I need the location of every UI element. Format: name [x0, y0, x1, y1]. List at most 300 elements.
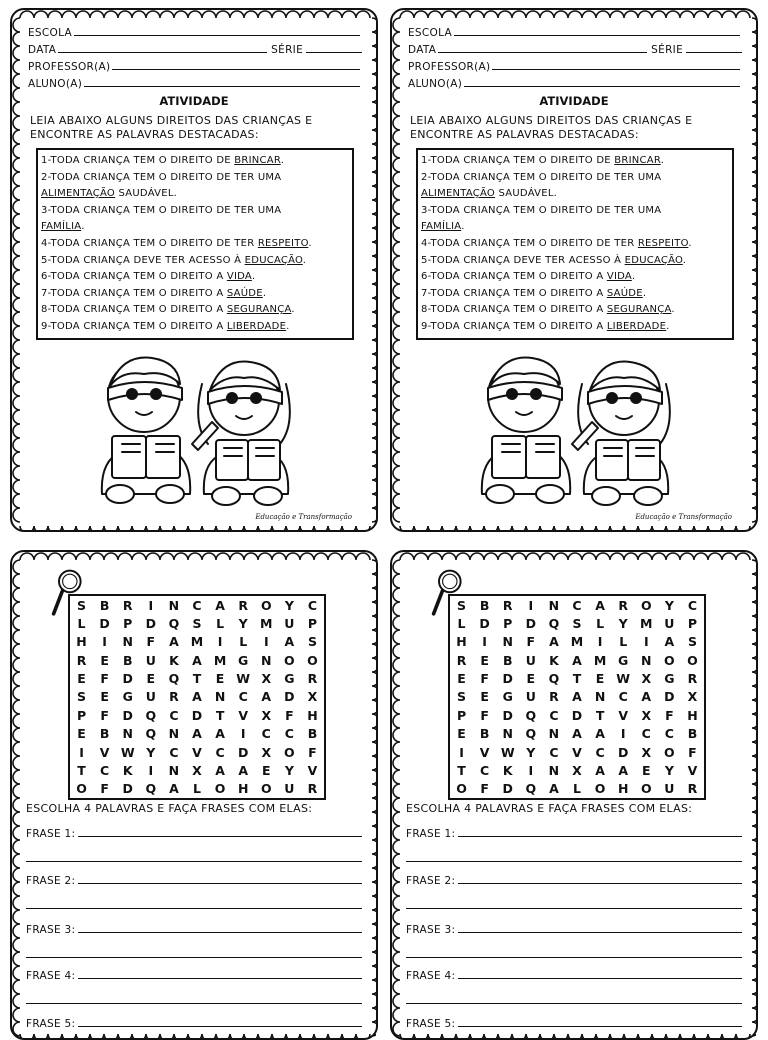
grid-letter[interactable]: L: [596, 616, 605, 632]
grid-letter[interactable]: N: [502, 726, 513, 742]
grid-letter[interactable]: E: [100, 652, 109, 668]
grid-letter[interactable]: N: [641, 652, 652, 668]
grid-letter[interactable]: O: [664, 652, 675, 668]
grid-letter[interactable]: D: [502, 781, 513, 797]
grid-letter[interactable]: I: [643, 634, 649, 650]
field-data: [28, 41, 362, 56]
grid-letter[interactable]: H: [76, 634, 87, 650]
grid-letter[interactable]: T: [192, 671, 202, 687]
field-blank-professor[interactable]: [112, 69, 360, 70]
grid-letter[interactable]: V: [238, 707, 249, 723]
grid-letter[interactable]: R: [687, 781, 698, 797]
grid-letter[interactable]: G: [284, 671, 295, 687]
grid-letter[interactable]: K: [169, 652, 179, 668]
grid-letter[interactable]: U: [284, 781, 295, 797]
grid-letter[interactable]: R: [169, 689, 179, 705]
grid-letter[interactable]: C: [618, 689, 628, 705]
grid-letter[interactable]: M: [640, 616, 653, 632]
grid-letter[interactable]: X: [261, 671, 272, 687]
sentence-continuation-line[interactable]: [406, 861, 742, 862]
grid-letter[interactable]: U: [525, 689, 536, 705]
grid-letter[interactable]: P: [687, 616, 698, 632]
sentence-continuation-line[interactable]: [26, 861, 362, 862]
grid-letter[interactable]: C: [549, 707, 559, 723]
grid-letter[interactable]: O: [640, 597, 652, 613]
grid-letter[interactable]: D: [617, 744, 629, 760]
grid-letter[interactable]: O: [284, 744, 295, 760]
grid-letter[interactable]: X: [261, 744, 272, 760]
grid-letter[interactable]: E: [261, 762, 271, 778]
grid-letter[interactable]: X: [307, 689, 318, 705]
grid-letter[interactable]: C: [664, 726, 674, 742]
grid-letter[interactable]: K: [502, 762, 513, 778]
grid-letter[interactable]: X: [572, 762, 582, 778]
grid-letter[interactable]: D: [502, 707, 513, 723]
grid-letter[interactable]: H: [456, 634, 467, 650]
grid-letter[interactable]: G: [664, 671, 675, 687]
grid-letter[interactable]: G: [238, 652, 249, 668]
grid-letter[interactable]: B: [307, 726, 318, 742]
grid-letter[interactable]: D: [191, 707, 203, 723]
grid-letter[interactable]: R: [618, 597, 628, 613]
grid-letter[interactable]: I: [597, 634, 603, 650]
grid-letter[interactable]: A: [238, 762, 249, 778]
grid-letter[interactable]: N: [548, 597, 560, 613]
grid-letter[interactable]: A: [549, 781, 559, 797]
grid-letter[interactable]: U: [525, 652, 536, 668]
grid-letter[interactable]: N: [168, 762, 180, 778]
grid-letter[interactable]: N: [548, 762, 560, 778]
grid-letter[interactable]: X: [641, 744, 652, 760]
grid-letter[interactable]: W: [236, 671, 251, 687]
grid-letter[interactable]: T: [77, 762, 86, 778]
grid-letter[interactable]: A: [192, 689, 202, 705]
grid-letter[interactable]: X: [641, 671, 652, 687]
grid-letter[interactable]: R: [307, 781, 318, 797]
grid-letter[interactable]: B: [479, 726, 490, 742]
grid-letter[interactable]: D: [237, 744, 249, 760]
grid-letter[interactable]: V: [572, 744, 582, 760]
grid-letter[interactable]: M: [593, 652, 607, 668]
field-blank-serie[interactable]: [306, 52, 362, 53]
grid-letter[interactable]: Q: [168, 671, 180, 687]
grid-letter[interactable]: U: [664, 781, 675, 797]
grid-letter[interactable]: H: [617, 781, 629, 797]
grid-letter[interactable]: O: [76, 781, 87, 797]
grid-letter[interactable]: L: [457, 616, 466, 632]
grid-letter[interactable]: R: [76, 652, 87, 668]
grid-letter[interactable]: Q: [145, 726, 157, 742]
grid-letter[interactable]: V: [307, 762, 318, 778]
grid-letter[interactable]: O: [640, 781, 652, 797]
grid-letter[interactable]: X: [261, 707, 272, 723]
right-item: [41, 269, 348, 286]
grid-letter[interactable]: L: [239, 634, 248, 650]
right-item: [41, 153, 348, 170]
right-item: [41, 170, 348, 187]
grid-letter[interactable]: M: [260, 616, 273, 632]
grid-letter[interactable]: F: [480, 781, 489, 797]
grid-letter[interactable]: R: [549, 689, 559, 705]
right-text-end: .: [688, 237, 692, 249]
grid-letter[interactable]: F: [100, 781, 109, 797]
grid-letter[interactable]: N: [502, 634, 513, 650]
grid-letter[interactable]: A: [572, 726, 582, 742]
sentence-label: FRASE 5:: [406, 1018, 456, 1030]
grid-letter[interactable]: Q: [525, 707, 537, 723]
grid-letter[interactable]: F: [285, 707, 294, 723]
grid-letter[interactable]: C: [480, 762, 490, 778]
grid-letter[interactable]: C: [261, 726, 271, 742]
grid-letter[interactable]: E: [146, 671, 156, 687]
grid-letter[interactable]: R: [238, 597, 248, 613]
grid-letter[interactable]: U: [145, 652, 156, 668]
field-blank-escola[interactable]: [74, 35, 360, 36]
grid-letter[interactable]: A: [284, 634, 295, 650]
grid-letter[interactable]: C: [641, 726, 651, 742]
grid-letter[interactable]: A: [261, 689, 272, 705]
grid-letter[interactable]: O: [687, 652, 698, 668]
field-blank-escola[interactable]: [454, 35, 740, 36]
grid-letter[interactable]: I: [102, 634, 107, 650]
grid-letter[interactable]: V: [192, 744, 202, 760]
grid-letter[interactable]: A: [192, 726, 202, 742]
sentence-blank[interactable]: [78, 932, 362, 933]
right-text-end: .: [461, 221, 465, 233]
grid-letter[interactable]: N: [168, 597, 180, 613]
grid-letter[interactable]: R: [687, 671, 698, 687]
grid-letter[interactable]: E: [595, 671, 605, 687]
worksheet-card-right: [390, 8, 758, 532]
grid-letter[interactable]: T: [595, 707, 605, 723]
grid-letter[interactable]: E: [480, 689, 489, 705]
grid-letter[interactable]: V: [479, 744, 490, 760]
grid-letter[interactable]: F: [480, 707, 489, 723]
grid-letter[interactable]: Y: [618, 616, 628, 632]
grid-letter[interactable]: P: [307, 616, 318, 632]
field-blank-aluno[interactable]: [464, 86, 740, 87]
grid-letter[interactable]: C: [284, 726, 294, 742]
grid-letter[interactable]: M: [570, 634, 584, 650]
grid-letter[interactable]: Q: [168, 616, 180, 632]
right-text-end: SAUDÁVEL.: [495, 188, 558, 200]
grid-letter[interactable]: K: [122, 762, 133, 778]
grid-letter[interactable]: S: [572, 616, 582, 632]
grid-letter[interactable]: C: [549, 744, 559, 760]
grid-letter[interactable]: L: [216, 616, 225, 632]
grid-letter[interactable]: E: [457, 726, 466, 742]
grid-letter[interactable]: N: [261, 652, 272, 668]
grid-letter[interactable]: F: [100, 671, 109, 687]
grid-letter[interactable]: D: [502, 671, 513, 687]
grid-letter[interactable]: Y: [664, 762, 674, 778]
sentence-blank[interactable]: [458, 1026, 742, 1027]
right-item: [41, 186, 348, 203]
grid-letter[interactable]: D: [122, 671, 133, 687]
grid-letter[interactable]: M: [213, 652, 227, 668]
grid-letter[interactable]: O: [307, 652, 318, 668]
grid-letter[interactable]: F: [146, 634, 156, 650]
sentence-blank[interactable]: [458, 978, 742, 979]
grid-letter[interactable]: L: [619, 634, 628, 650]
grid-letter[interactable]: A: [595, 762, 605, 778]
grid-letter[interactable]: Y: [284, 762, 294, 778]
grid-letter[interactable]: K: [549, 652, 559, 668]
grid-letter[interactable]: D: [99, 616, 110, 632]
sentence-blank[interactable]: [458, 932, 742, 933]
grid-letter[interactable]: H: [237, 781, 249, 797]
grid-letter[interactable]: C: [100, 762, 110, 778]
grid-letter[interactable]: C: [307, 597, 318, 613]
sentence-continuation-line[interactable]: [26, 1003, 362, 1004]
grid-letter[interactable]: A: [641, 689, 652, 705]
grid-letter[interactable]: A: [215, 762, 225, 778]
grid-letter[interactable]: S: [687, 634, 697, 650]
grid-letter[interactable]: B: [122, 652, 133, 668]
sentence-continuation-line[interactable]: [26, 908, 362, 909]
sentence-continuation-line[interactable]: [26, 957, 362, 958]
grid-letter[interactable]: Y: [284, 597, 294, 613]
grid-letter[interactable]: D: [479, 616, 490, 632]
grid-letter[interactable]: M: [190, 634, 204, 650]
sentence-blank[interactable]: [458, 836, 742, 837]
field-professor: [28, 58, 362, 73]
grid-letter[interactable]: E: [457, 671, 466, 687]
grid-letter[interactable]: A: [572, 652, 582, 668]
grid-letter[interactable]: X: [687, 689, 698, 705]
grid-letter[interactable]: D: [664, 689, 675, 705]
instruction-line-2: ENCONTRE AS PALAVRAS DESTACADAS:: [410, 128, 639, 141]
right-text: 3-TODA CRIANÇA TEM O DIREITO DE TER UMA: [421, 204, 662, 216]
sentence-blank[interactable]: [78, 836, 362, 837]
sentence-blank[interactable]: [78, 883, 362, 884]
field-blank-professor[interactable]: [492, 69, 740, 70]
grid-letter[interactable]: F: [480, 671, 489, 687]
grid-letter[interactable]: Y: [664, 597, 674, 613]
sentence-continuation-line[interactable]: [406, 1003, 742, 1004]
grid-letter[interactable]: Q: [525, 781, 537, 797]
field-label-aluno: ALUNO(A): [28, 78, 83, 90]
grid-letter[interactable]: O: [284, 652, 295, 668]
grid-letter[interactable]: V: [687, 762, 698, 778]
grid-letter[interactable]: C: [572, 597, 582, 613]
sentence-label: FRASE 2:: [406, 875, 456, 887]
superhero-kids-illustration: [82, 344, 302, 518]
grid-letter[interactable]: U: [284, 616, 295, 632]
grid-letter[interactable]: P: [123, 616, 133, 632]
grid-letter[interactable]: A: [169, 781, 179, 797]
grid-letter[interactable]: S: [307, 634, 317, 650]
grid-letter[interactable]: F: [665, 707, 674, 723]
sentence-continuation-line[interactable]: [406, 957, 742, 958]
grid-letter[interactable]: I: [459, 744, 464, 760]
grid-letter[interactable]: E: [526, 671, 536, 687]
grid-letter[interactable]: O: [664, 744, 675, 760]
grid-letter[interactable]: A: [215, 726, 225, 742]
grid-letter[interactable]: S: [77, 689, 87, 705]
grid-letter[interactable]: X: [641, 707, 652, 723]
grid-letter[interactable]: C: [687, 597, 698, 613]
grid-letter[interactable]: B: [687, 726, 698, 742]
right-text-end: .: [286, 320, 290, 332]
sentence-label: FRASE 3:: [26, 924, 76, 936]
grid-letter[interactable]: D: [525, 616, 536, 632]
grid-letter[interactable]: Y: [146, 744, 156, 760]
grid-letter[interactable]: L: [77, 616, 86, 632]
sentence-continuation-line[interactable]: [406, 908, 742, 909]
grid-letter[interactable]: A: [595, 597, 605, 613]
right-text-end: .: [666, 320, 670, 332]
grid-letter[interactable]: T: [572, 671, 582, 687]
grid-letter[interactable]: D: [145, 616, 156, 632]
grid-letter[interactable]: U: [145, 689, 156, 705]
grid-letter[interactable]: G: [618, 652, 629, 668]
grid-letter[interactable]: V: [99, 744, 110, 760]
grid-letter[interactable]: A: [192, 652, 202, 668]
grid-letter[interactable]: Y: [526, 744, 536, 760]
grid-letter[interactable]: W: [616, 671, 631, 687]
grid-letter[interactable]: A: [595, 726, 605, 742]
grid-letter[interactable]: H: [687, 707, 698, 723]
field-label-data: DATA: [408, 44, 437, 56]
grid-letter[interactable]: X: [192, 762, 202, 778]
grid-letter[interactable]: Q: [548, 671, 560, 687]
grid-letter[interactable]: G: [122, 689, 133, 705]
grid-letter[interactable]: Q: [145, 781, 157, 797]
grid-letter[interactable]: R: [502, 597, 513, 613]
grid-letter[interactable]: S: [457, 689, 467, 705]
right-text: 5-TODA CRIANÇA DEVE TER ACESSO À: [41, 254, 245, 266]
right-text: 2-TODA CRIANÇA TEM O DIREITO DE TER UMA: [41, 171, 282, 183]
grid-letter[interactable]: I: [482, 634, 487, 650]
grid-letter[interactable]: N: [168, 726, 180, 742]
sentence-blank[interactable]: [78, 1026, 362, 1027]
right-item: [421, 269, 728, 286]
grid-letter[interactable]: O: [456, 781, 467, 797]
grid-letter[interactable]: F: [526, 634, 536, 650]
grid-letter[interactable]: C: [238, 689, 248, 705]
grid-letter[interactable]: D: [571, 707, 583, 723]
grid-letter[interactable]: S: [77, 597, 87, 613]
grid-letter[interactable]: P: [503, 616, 513, 632]
grid-letter[interactable]: C: [169, 707, 179, 723]
grid-letter[interactable]: Q: [548, 616, 560, 632]
field-blank-data[interactable]: [58, 52, 267, 53]
grid-letter[interactable]: G: [502, 689, 513, 705]
field-data: [408, 41, 742, 56]
field-professor: [408, 58, 742, 73]
grid-letter[interactable]: O: [594, 781, 606, 797]
grid-letter[interactable]: E: [480, 652, 489, 668]
grid-letter[interactable]: R: [122, 597, 133, 613]
grid-letter[interactable]: W: [120, 744, 135, 760]
grid-letter[interactable]: F: [308, 744, 317, 760]
field-blank-aluno[interactable]: [84, 86, 360, 87]
grid-letter[interactable]: T: [457, 762, 466, 778]
grid-letter[interactable]: E: [100, 689, 109, 705]
grid-letter[interactable]: N: [122, 634, 133, 650]
grid-letter[interactable]: N: [122, 726, 133, 742]
grid-letter[interactable]: I: [528, 597, 534, 613]
grid-letter[interactable]: C: [192, 597, 202, 613]
grid-letter[interactable]: H: [307, 707, 318, 723]
grid-letter[interactable]: I: [528, 762, 534, 778]
sentence-blank[interactable]: [78, 978, 362, 979]
grid-letter[interactable]: B: [99, 597, 110, 613]
grid-letter[interactable]: N: [548, 726, 560, 742]
grid-letter[interactable]: Q: [525, 726, 537, 742]
right-keyword: FAMÍLIA: [421, 221, 462, 233]
field-aluno: [28, 75, 362, 90]
grid-letter[interactable]: A: [169, 634, 179, 650]
grid-letter[interactable]: D: [284, 689, 295, 705]
grid-letter[interactable]: F: [688, 744, 697, 760]
grid-letter[interactable]: E: [641, 762, 651, 778]
grid-letter[interactable]: O: [260, 781, 272, 797]
grid-letter[interactable]: W: [500, 744, 515, 760]
grid-letter[interactable]: N: [594, 689, 606, 705]
grid-letter[interactable]: P: [76, 707, 87, 723]
grid-letter[interactable]: A: [618, 762, 629, 778]
grid-letter[interactable]: S: [457, 597, 467, 613]
grid-letter[interactable]: Q: [145, 707, 157, 723]
grid-letter[interactable]: D: [122, 781, 133, 797]
grid-letter[interactable]: I: [217, 634, 223, 650]
sentence-blank[interactable]: [458, 883, 742, 884]
grid-letter[interactable]: B: [502, 652, 513, 668]
right-text-end: .: [660, 155, 665, 166]
grid-letter[interactable]: I: [148, 762, 154, 778]
grid-letter[interactable]: E: [215, 671, 225, 687]
grid-letter[interactable]: I: [620, 726, 626, 742]
grid-letter[interactable]: F: [100, 707, 109, 723]
grid-letter[interactable]: S: [192, 616, 202, 632]
grid-letter[interactable]: O: [214, 781, 226, 797]
grid-letter[interactable]: V: [618, 707, 629, 723]
field-blank-serie[interactable]: [686, 52, 742, 53]
grid-letter[interactable]: I: [263, 634, 269, 650]
grid-letter[interactable]: I: [240, 726, 246, 742]
sentence-line-3: [406, 924, 742, 936]
grid-letter[interactable]: E: [77, 671, 86, 687]
grid-letter[interactable]: O: [260, 597, 272, 613]
grid-letter[interactable]: C: [215, 744, 225, 760]
grid-letter[interactable]: E: [77, 726, 86, 742]
grid-letter[interactable]: R: [456, 652, 467, 668]
grid-letter[interactable]: A: [215, 597, 225, 613]
grid-letter[interactable]: D: [122, 707, 133, 723]
grid-letter[interactable]: L: [193, 781, 201, 797]
grid-letter[interactable]: T: [215, 707, 225, 723]
grid-letter[interactable]: A: [549, 634, 559, 650]
grid-letter[interactable]: Y: [238, 616, 248, 632]
field-blank-data[interactable]: [438, 52, 647, 53]
grid-letter[interactable]: U: [664, 616, 675, 632]
grid-letter[interactable]: R: [307, 671, 318, 687]
grid-letter[interactable]: L: [573, 781, 581, 797]
grid-letter[interactable]: P: [456, 707, 467, 723]
grid-letter[interactable]: A: [664, 634, 675, 650]
right-item: [421, 286, 728, 303]
grid-letter[interactable]: I: [148, 597, 154, 613]
grid-letter[interactable]: B: [479, 597, 490, 613]
grid-letter[interactable]: N: [214, 689, 226, 705]
grid-letter[interactable]: C: [169, 744, 179, 760]
grid-letter[interactable]: A: [572, 689, 582, 705]
grid-letter[interactable]: I: [79, 744, 84, 760]
grid-letter[interactable]: C: [595, 744, 605, 760]
grid-letter[interactable]: B: [99, 726, 110, 742]
